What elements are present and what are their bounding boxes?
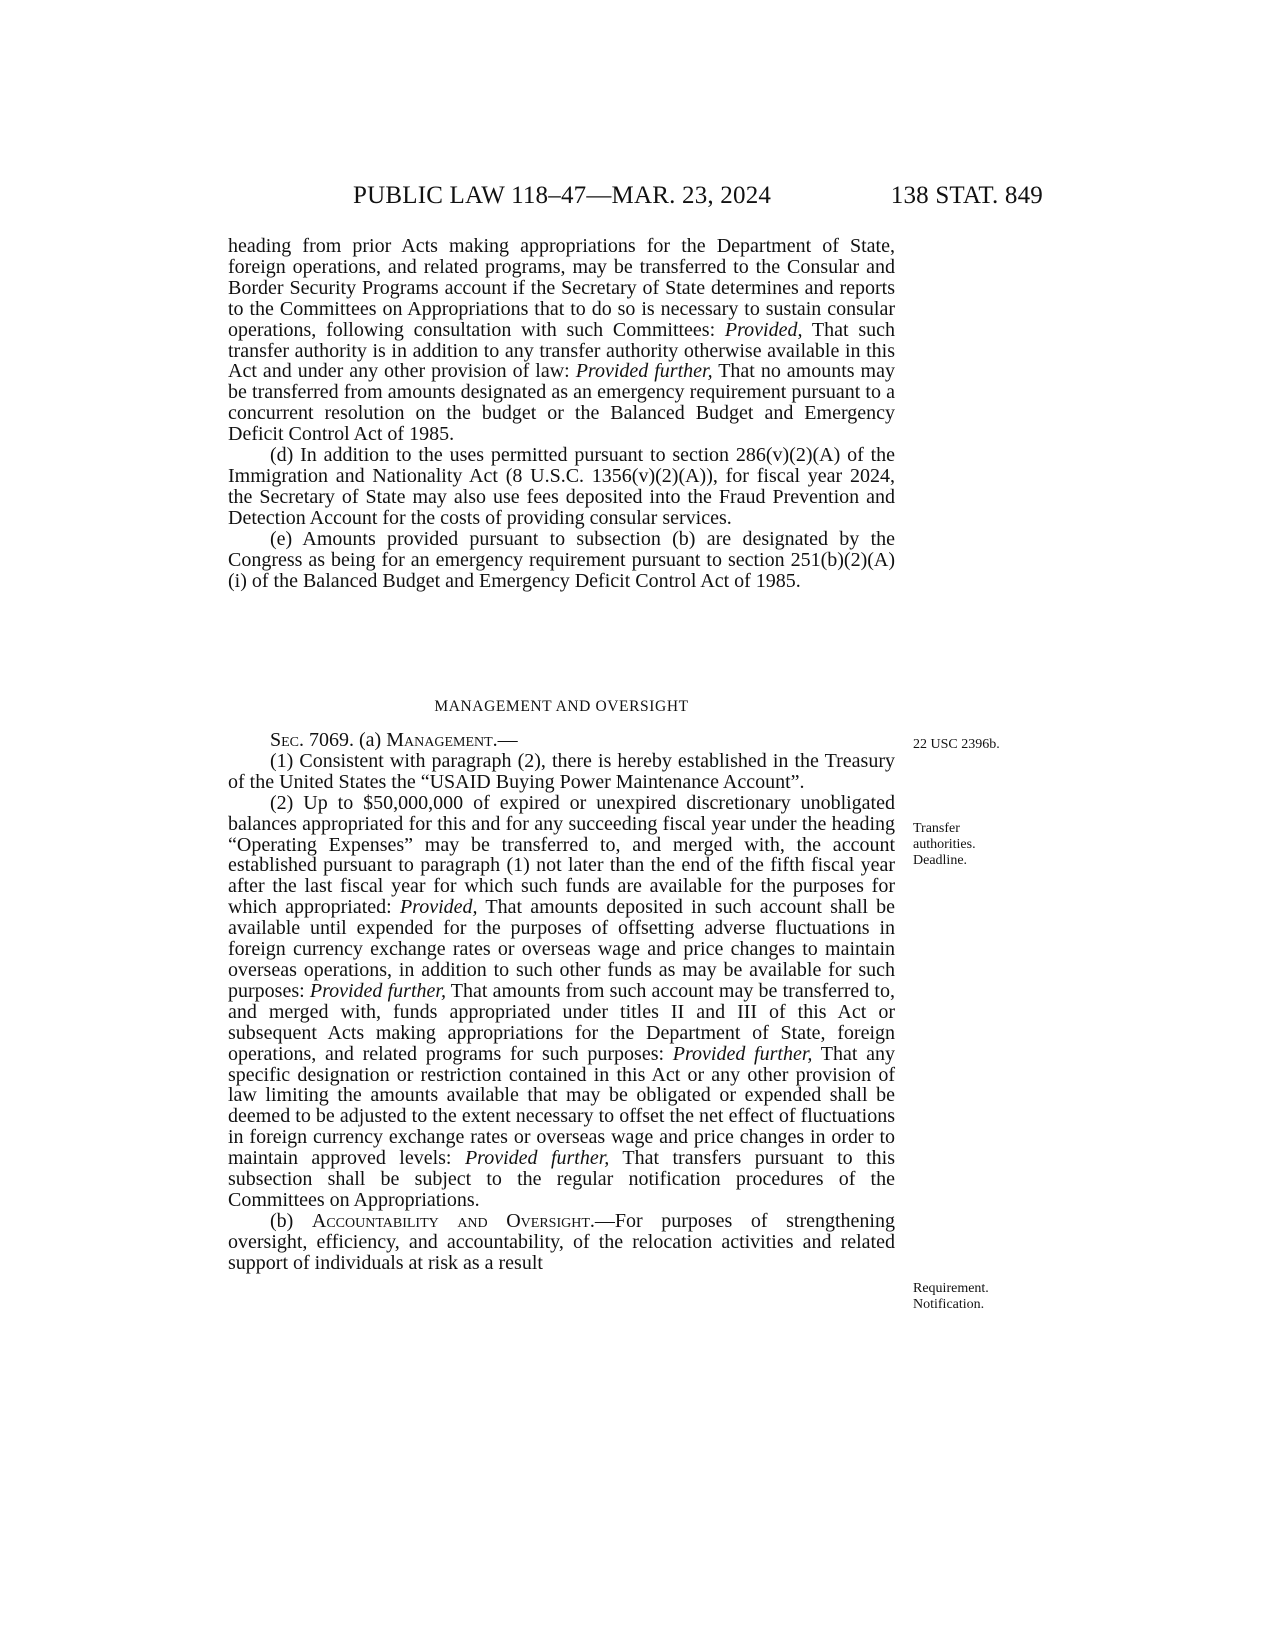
dash: .— bbox=[492, 729, 518, 751]
text-run: That such transfer authority is in addition to any transfer authority otherwise available in this Act and under any other provision of law: bbox=[228, 318, 895, 383]
sec-number: 7069. (a) bbox=[304, 729, 387, 751]
margin-note-line: Deadline. bbox=[913, 853, 968, 868]
page-header bbox=[228, 178, 1043, 218]
paragraph-2 bbox=[228, 793, 895, 1211]
margin-note-line: authorities. bbox=[913, 837, 976, 852]
proviso: Provided, bbox=[399, 896, 478, 919]
margin-note-requirement bbox=[913, 1281, 1053, 1313]
text-run: That transfers pursuant to this subsection shall be subject to the regular notification procedures of the Committees on Appropriations. bbox=[228, 1147, 895, 1211]
text-run: heading from prior Acts making appropriations for the Department of State, foreign operations, and related programs, may be transferred to the Consular and Border Security Programs account if the Secretary of State determines and reports to the Committees on Appropriations that to do so is necessary to sustain consular operations, following consultation with such Committees: bbox=[228, 235, 895, 341]
body-text-top bbox=[228, 236, 895, 591]
margin-note-line: 22 USC 2396b. bbox=[913, 737, 1000, 752]
margin-note-line: Transfer bbox=[913, 821, 960, 836]
subsection-d: (d) In addition to the uses permitted pursuant to section 286(v)(2)(A) of the Immigration and Nationality Act (8 U.S.C. 1356(v)(2)(A)), for fiscal year 2024, the Secretary of State may also use fees deposited into the Fraud Prevention and Detection Account for the costs of providing consular services. bbox=[228, 444, 895, 529]
proviso: Provided further, bbox=[464, 1147, 610, 1170]
text-run: (2) Up to $50,000,000 of expired or unexpired discretionary unobligated balances appropriated for this and for any succeeding fiscal year under the heading “Operating Expenses” may be transferred to, and merged with, the account established pursuant to paragraph (1) not later than the end of the fifth fiscal year after the last fiscal year for which such funds are available for the purposes for which appropriated: bbox=[228, 791, 895, 919]
margin-note-usc bbox=[913, 737, 1053, 753]
header-stat-page: 138 STAT. 849 bbox=[890, 182, 1043, 209]
margin-note-line: Requirement. bbox=[913, 1281, 989, 1296]
section-c-continuation bbox=[228, 236, 895, 445]
management-label: Management bbox=[386, 729, 493, 751]
margin-note-line: Notification. bbox=[913, 1297, 985, 1312]
sec-7069-heading bbox=[228, 730, 895, 751]
b-label: (b) bbox=[270, 1209, 312, 1232]
proviso: Provided further, bbox=[309, 979, 446, 1002]
text-run: That no amounts may be transferred from amounts designated as an emergency requirement pursuant to a concurrent resolution on the budget or the Balanced Budget and Emergency Deficit Control Act of 1985. bbox=[228, 360, 895, 446]
proviso: Provided further, bbox=[672, 1042, 813, 1065]
body-text-sec-7069 bbox=[228, 730, 895, 1274]
sec-label: Sec. bbox=[270, 729, 305, 751]
text-run: That amounts deposited in such account shall be available until expended for the purposes of offsetting adverse fluctuations in foreign currency exchange rates or overseas wage and price changes to maintain overseas operations, in addition to such other funds as may be available for such purposes: bbox=[228, 896, 895, 1002]
dash: .— bbox=[589, 1209, 615, 1232]
section-heading: MANAGEMENT AND OVERSIGHT bbox=[434, 698, 689, 715]
proviso: Provided further, bbox=[575, 360, 713, 383]
margin-note-transfer bbox=[913, 821, 1053, 869]
subsection-b bbox=[228, 1211, 895, 1274]
text-run: That any specific designation or restriction contained in this Act or any other provision of law limiting the amounts available that may be obligated or expended shall be deemed to be adjusted to the extent necessary to offset the net effect of fluctuations in foreign currency exchange rates or overseas wage and price changes in order to maintain approved levels: bbox=[228, 1042, 895, 1170]
b-title: Accountability and Oversight bbox=[311, 1209, 590, 1232]
b-text: For purposes of strengthening oversight, efficiency, and accountability, of the relocation activities and related support of individuals at risk as a result bbox=[228, 1209, 895, 1274]
text-run: That amounts from such account may be transferred to, and merged with, funds appropriated under titles II and III of this Act or subsequent Acts making appropriations for the Department of State, foreign operations, and related programs for such purposes: bbox=[228, 979, 895, 1065]
header-public-law: PUBLIC LAW 118–47—MAR. 23, 2024 bbox=[353, 182, 772, 209]
proviso: Provided, bbox=[724, 318, 803, 341]
paragraph-1: (1) Consistent with paragraph (2), there is hereby established in the Treasury of the United States the “USAID Buying Power Maintenance Account”. bbox=[228, 749, 895, 793]
subsection-e: (e) Amounts provided pursuant to subsection (b) are designated by the Congress as being for an emergency requirement pursuant to section 251(b)(2)(A)(i) of the Balanced Budget and Emergency Deficit Control Act of 1985. bbox=[228, 527, 895, 592]
